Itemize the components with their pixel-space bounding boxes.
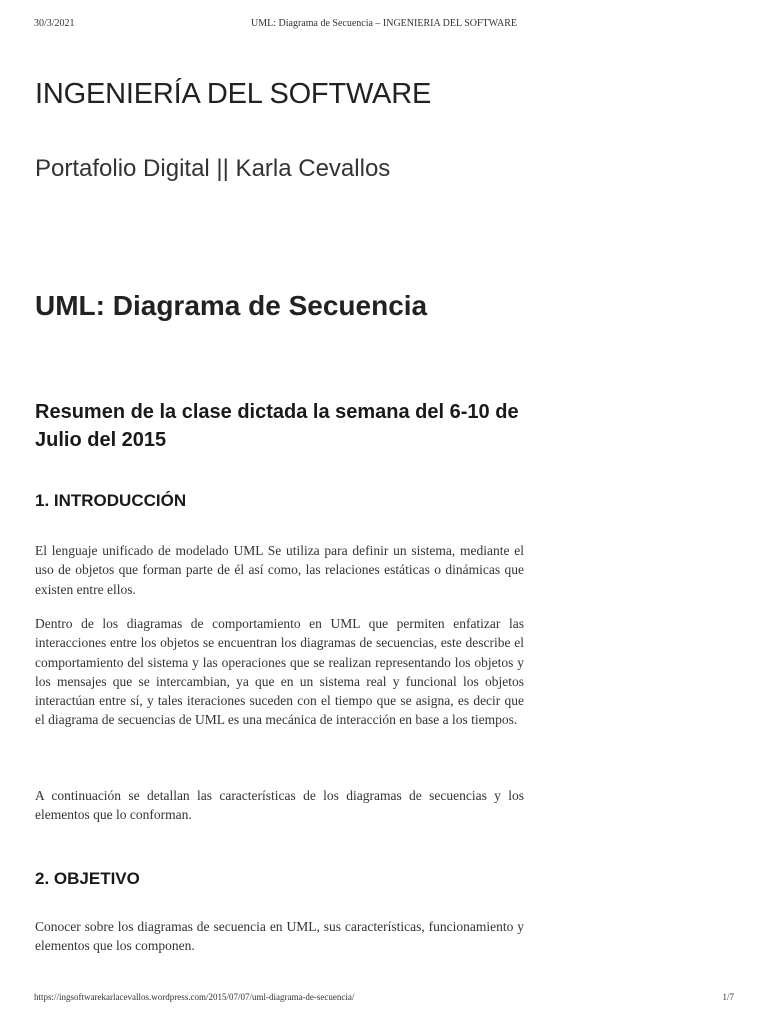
print-date: 30/3/2021	[34, 18, 75, 29]
print-header	[0, 18, 768, 32]
summary-heading: Resumen de la clase dictada la semana del 6-10 de Julio del 2015	[35, 401, 519, 451]
section-heading-objetivo: 2. OBJETIVO	[35, 869, 140, 888]
paragraph-intro-2: Dentro de los diagramas de comportamiento en UML que permiten enfatizar las interacciones entre los objetos se encuentran los diagramas de secuencias, este describe el comportamiento del sistema y las operaciones que se realizan representando los objetos y los mensajes que se intercambian, ya que en un sistema real y funcional los objetos interactúan entre sí, y tales iteraciones suceden con el tiempo que se asigna, es decir que el diagrama de secuencias de UML es una mecánica de interacción en base a los tiempos.	[35, 616, 524, 728]
site-title[interactable]: INGENIERÍA DEL SOFTWARE	[35, 78, 432, 110]
paragraph-intro-1: El lenguaje unificado de modelado UML Se utiliza para definir un sistema, mediante el uso de objetos que forman parte de él así como, las relaciones estáticas o dinámicas que existen entre ellos.	[35, 543, 524, 597]
site-subtitle: Portafolio Digital || Karla Cevallos	[35, 155, 391, 182]
print-footer	[0, 992, 768, 1006]
print-page-title: UML: Diagrama de Secuencia – INGENIERIA DEL SOFTWARE	[251, 18, 517, 29]
paragraph-objetivo: Conocer sobre los diagramas de secuencia en UML, sus características, funcionamiento y elementos que los componen.	[35, 919, 524, 954]
print-url[interactable]: https://ingsoftwarekarlacevallos.wordpress.com/2015/07/07/uml-diagrama-de-secuencia/	[34, 992, 355, 1002]
section-heading-introduccion: 1. INTRODUCCIÓN	[35, 491, 187, 510]
paragraph-intro-3: A continuación se detallan las características de los diagramas de secuencias y los elementos que lo conforman.	[35, 788, 524, 823]
post-title[interactable]: UML: Diagrama de Secuencia	[35, 290, 428, 321]
page-number: 1/7	[722, 992, 734, 1002]
